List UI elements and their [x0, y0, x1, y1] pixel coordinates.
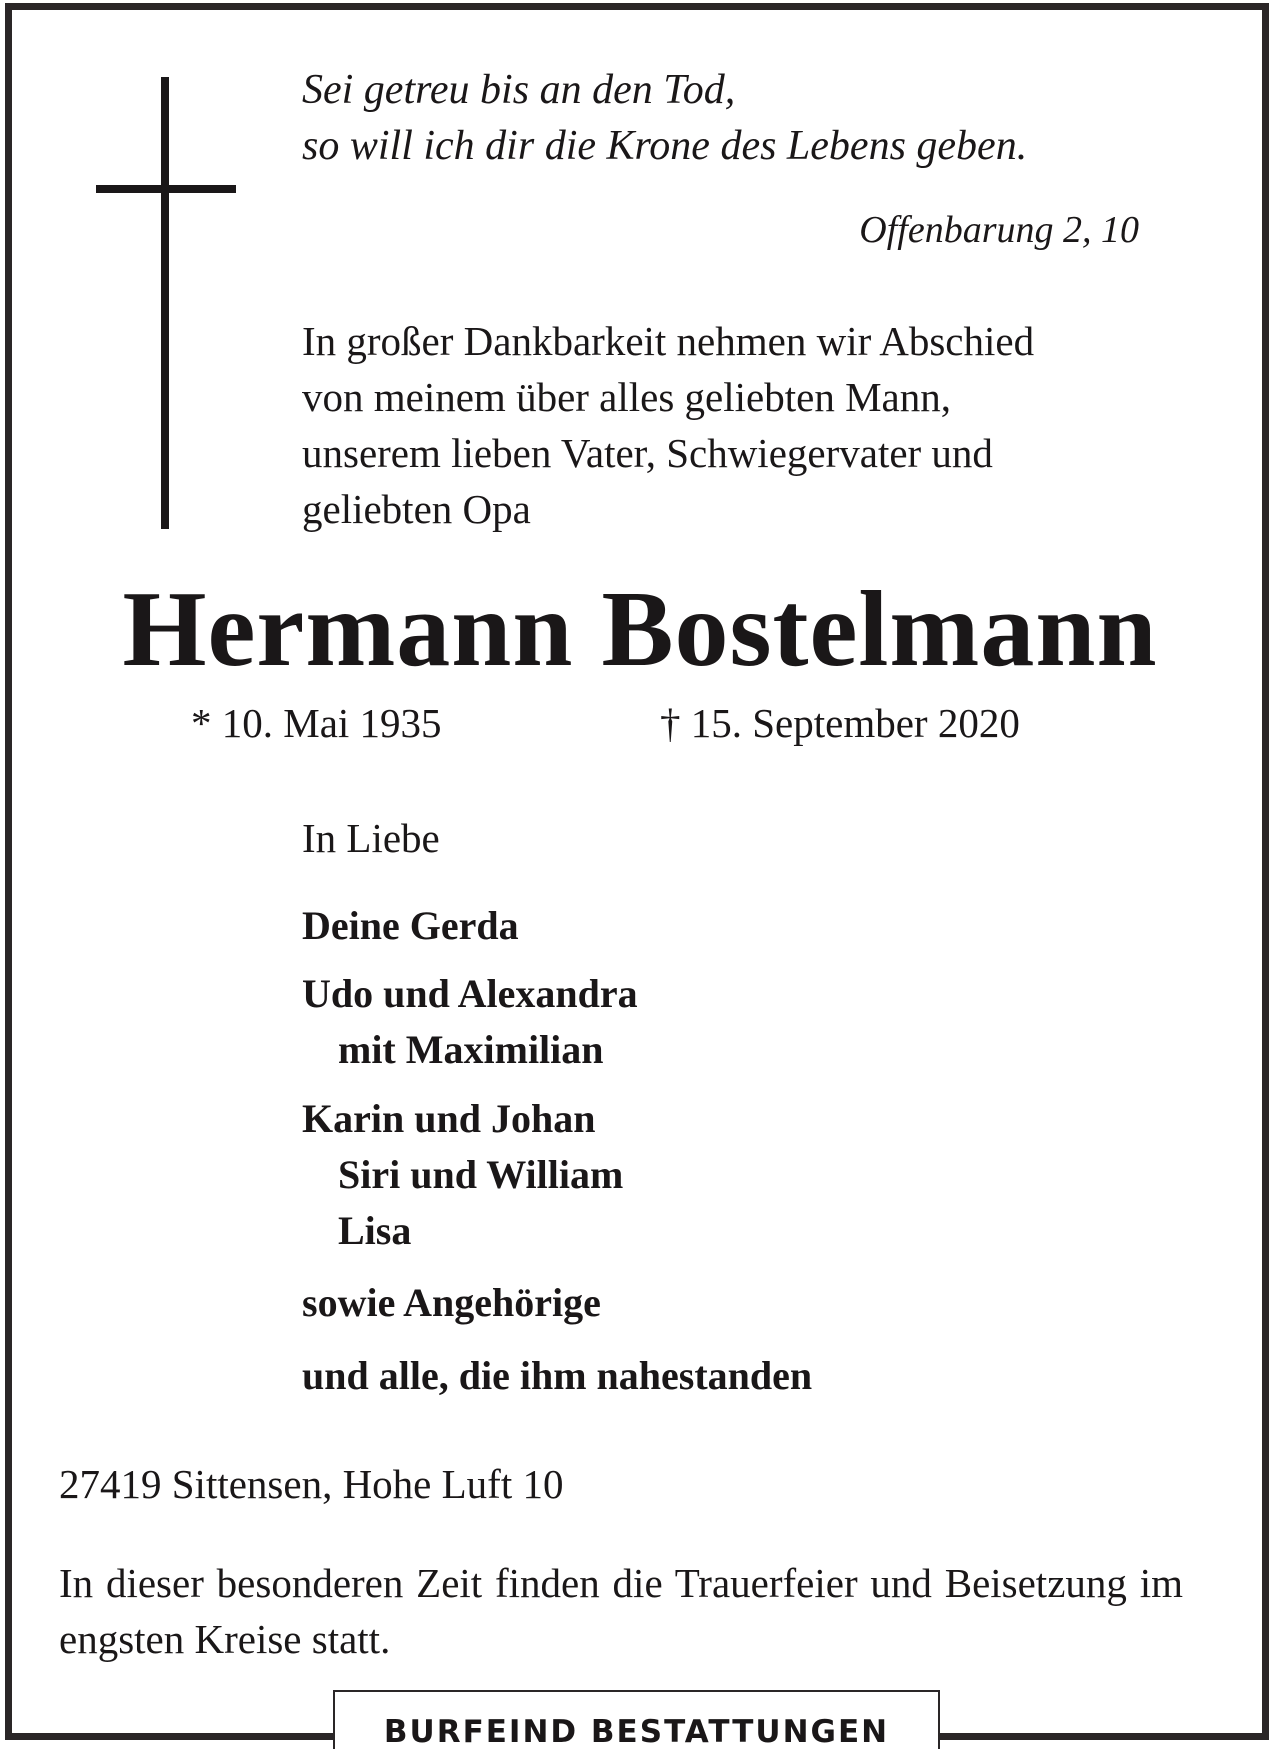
- mourner-group-karin: [302, 1091, 623, 1259]
- mourner-siri: Siri und William: [338, 1152, 624, 1197]
- intro-line: In großer Dankbarkeit nehmen wir Abschied: [302, 318, 1035, 364]
- address: 27419 Sittensen, Hohe Luft 10: [59, 1461, 564, 1507]
- funeral-home-name: BURFEIND BESTATTUNGEN: [383, 1714, 890, 1750]
- birth-date: * 10. Mai 1935: [191, 700, 442, 746]
- death-date: † 15. September 2020: [660, 700, 1020, 746]
- intro-line: geliebten Opa: [302, 486, 531, 532]
- funeral-home-logo: [333, 1690, 940, 1749]
- bottom-border-right: [940, 1733, 1269, 1740]
- funeral-notice: In dieser besonderen Zeit finden die Trauerfeier und Beisetzung im engsten Kreise statt.: [59, 1560, 1183, 1662]
- deceased-name: Hermann Bostelmann: [122, 570, 1158, 689]
- mourner-others: und alle, die ihm nahestanden: [302, 1353, 813, 1398]
- mourner-group-udo: [302, 966, 638, 1078]
- mourner-maximilian: mit Maximilian: [338, 1027, 604, 1072]
- intro-line: unserem lieben Vater, Schwiegervater und: [302, 430, 993, 476]
- bible-verse: [302, 62, 1027, 174]
- mourner-lisa: Lisa: [338, 1208, 412, 1253]
- mourner-gerda: Deine Gerda: [302, 903, 519, 948]
- bottom-border-left: [5, 1733, 333, 1740]
- mourners-opening: In Liebe: [302, 815, 440, 861]
- verse-line: Sei getreu bis an den Tod,: [302, 67, 736, 113]
- intro-text: [302, 313, 1034, 537]
- mourner-karin: Karin und Johan: [302, 1096, 596, 1141]
- mourner-udo: Udo und Alexandra: [302, 971, 638, 1016]
- verse-line: so will ich dir die Krone des Lebens geben.: [302, 123, 1028, 169]
- intro-line: von meinem über alles geliebten Mann,: [302, 374, 951, 420]
- mourner-relatives: sowie Angehörige: [302, 1280, 601, 1325]
- verse-reference: Offenbarung 2, 10: [859, 209, 1139, 251]
